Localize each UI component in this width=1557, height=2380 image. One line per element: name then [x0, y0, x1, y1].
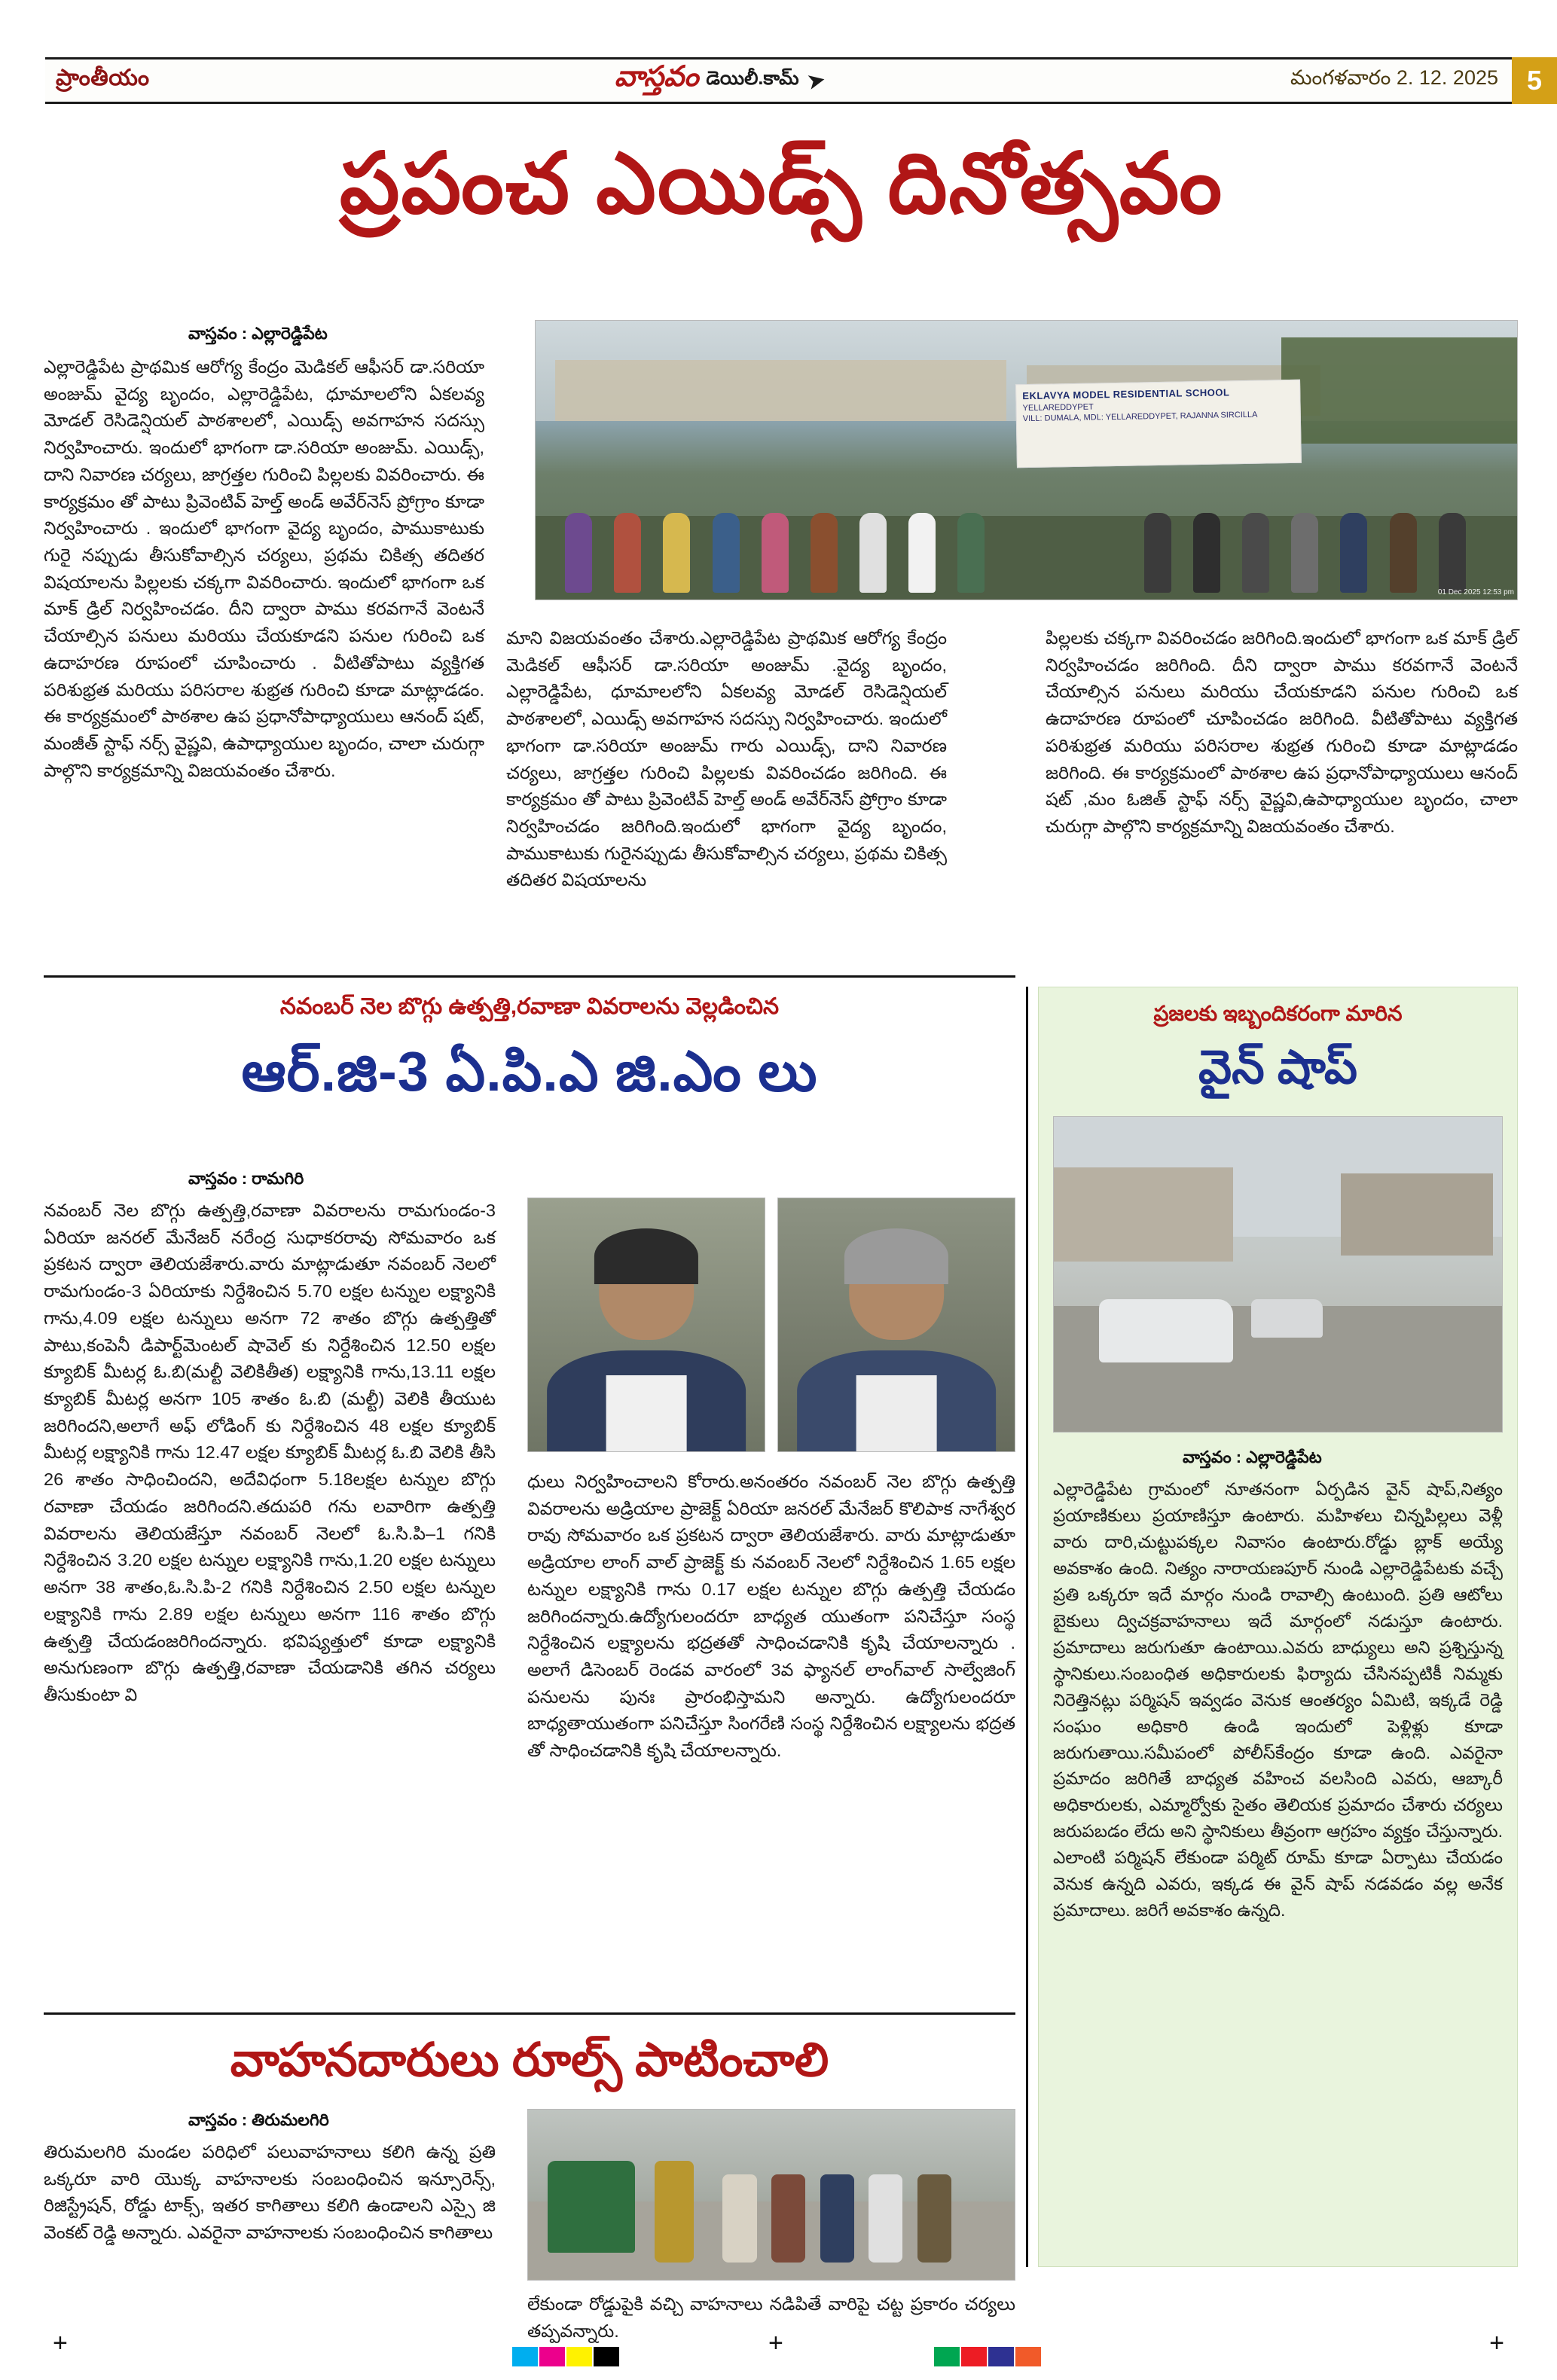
registration-mark-right: +: [1489, 2329, 1504, 2357]
registration-mark-left: +: [53, 2329, 68, 2357]
wine-shop-street-photo: [1053, 1116, 1503, 1433]
story4-column-1: తిరుమలగిరి మండల పరిధిలో పలువాహనాలు కలిగి ఉన్న ప్రతి ఒక్కరూ వారి యొక్క వాహనాలకు సంబంధించిన ఇన్సూరెన్స్, రిజిస్ట్రేషన్, రోడ్డు టాక్స్, ఇతర కాగితాలు కలిగి ఉండాలని ఎస్సై జి వెంకట్ రెడ్డి అన్నారు. ఎవరైనా వాహనాలకు సంబంధించిన కాగితాలు: [44, 2142, 496, 2243]
story2-column-1: నవంబర్ నెల బొగ్గు ఉత్పత్తి,రవాణా వివరాలను రామగుండం-3 ఏరియా జనరల్ మేనేజర్ నరేంద్ర సుధాకరరావు సోమవారం ఒక ప్రకటన ద్వారా తెలియజేశారు.వారు మాట్లాడుతూ నవంబర్ నెలలో రామగుండం-3 ఏరియాకు నిర్దేశించిన 5.70 లక్షల టన్నుల లక్ష్యానికి గాను,4.09 లక్షల టన్నులు అనగా 72 శాతం బొగ్గు ఉత్పత్తితో పాటు,కంపెనీ డిపార్ట్‌మెంటల్ షావెల్ కు నిర్దేశించిన 12.50 లక్షల క్యూబిక్ మీటర్ల ఓ.బి(మల్టీ వెలికితీత) లక్ష్యానికి గాను,13.11 లక్షల క్యూబిక్ మీటర్ల అనగా 105 శాతం ఓ.బి (మల్టీ) వెలికి తీయుట జరిగిందని,అలాగే అఫ్ లోడింగ్ కు నిర్దేశించిన 48 లక్షల క్యూబిక్ మీటర్ల లక్ష్యానికి గాను 12.47 లక్షల క్యూబిక్ మీటర్ల ఓ.బి వెలికి తీసి 26 శాతం సాధించిందని, అదేవిధంగా 5.18లక్షల టన్నుల బొగ్గు రవాణా చేయడం జరిగిందని.తదుపరి గను లవారిగా ఉత్పత్తి వివరాలను తెలియజేస్తూ నవంబర్ నెలలో ఓ.సి.పి–1 గనికి నిర్దేశించిన 3.20 లక్షల టన్నుల లక్ష్యానికి గాను,1.20 లక్షల టన్నులు అనగా 38 శాతం,ఓ.సి.పి-2 గనికి నిర్దేశించిన 2.50 లక్షల టన్నుల లక్ష్యానికి గాను 2.89 లక్షల టన్నులు అనగా 116 శాతం బొగ్గు ఉత్పత్తి చేయడంజరిగిందన్నారు. భవిష్యత్తులో కూడా లక్ష్యానికి అనుగుణంగా బొగ్గు ఉత్పత్తి,రవాణా చేయడానికి తగిన చర్యలు తీసుకుంటా వి: [44, 1201, 496, 1704]
story1-column-2: మాని విజయవంతం చేశారు.ఎల్లారెడ్డిపేట ప్రాథమిక ఆరోగ్య కేంద్రం మెడికల్ ఆఫీసర్ డా.సరియా అంజుమ్ .వైద్య బృందం, ఎల్లారెడ్డిపేట, ధూమాలలోని ఏకలవ్య మోడల్ రెసిడెన్షియల్ పాఠశాలలో, ఎయిడ్స్ అవగాహన సదస్సు నిర్వహించారు. ఇందులో భాగంగా డా.సరియా అంజుమ్ గారు ఎయిడ్స్, దాని నివారణ చర్యలు, జాగ్రత్తల గురించి పిల్లలకు వివరించడం జరిగింది. ఈ కార్యక్రమం తో పాటు ప్రివెంటివ్ హెల్త్ అండ్ అవేర్‌నెస్ ప్రోగ్రాం కూడా నిర్వహించడం జరిగింది.ఇందులో భాగంగా వైద్య బృందం, పాముకాటుకు గురైనప్పుడు తీసుకోవాల్సిన చర్యలు, ప్రథమ చికిత్స తదితర విషయాలను: [506, 628, 947, 890]
print-color-bar: [0, 2329, 1557, 2366]
story4-column-2: లేకుండా రోడ్డుపైకి వచ్చి వాహనాలు నడిపితే వారిపై చట్ట ప్రకారం చర్యలు తప్పవన్నారు.: [527, 2294, 1015, 2341]
story3-dateline: వాస్తవం : ఎల్లారెడ్డిపేట: [1183, 1448, 1322, 1466]
color-swatch-blue: [988, 2347, 1014, 2366]
portrait-gm-kolipaka-nageshwar-rao: [777, 1198, 1015, 1452]
banner-address: VILL: DUMALA, MDL: YELLAREDDYPET, RAJANNA SIRCILLA: [1023, 410, 1258, 424]
bird-icon: ➤: [804, 66, 828, 95]
section-label: ప్రాంతీయం: [56, 65, 150, 90]
brand-subtitle: డెయిలీ.కామ్: [706, 67, 799, 89]
story2-portraits: [527, 1198, 1015, 1452]
color-swatch-magenta: [539, 2347, 565, 2366]
color-swatch-red: [961, 2347, 987, 2366]
masthead: [45, 57, 1518, 104]
story1-column-1: ఎల్లారెడ్డిపేట ప్రాథమిక ఆరోగ్య కేంద్రం మెడికల్ ఆఫీసర్ డా.సరియా అంజుమ్ వైద్య బృందం, ఎల్లారెడ్డిపేట, ధూమాలలోని ఏకలవ్య మోడల్ రెసిడెన్షియల్ పాఠశాలలో, ఎయిడ్స్ అవగాహన సదస్సు నిర్వహించారు. ఇందులో భాగంగా డా.సరియా అంజుమ్. ఎయిడ్స్, దాని నివారణ చర్యలు, జాగ్రత్తల గురించి పిల్లలకు వివరించారు. ఈ కార్యక్రమం తో పాటు ప్రివెంటివ్ హెల్త్ అండ్ అవేర్‌నెస్ ప్రోగ్రాం కూడా నిర్వహించారు . ఇందులో భాగంగా వైద్య బృందం, పాముకాటుకు గురై నప్పుడు తీసుకోవాల్సిన చర్యలు, ప్రథమ చికిత్స తదితర విషయాలను పిల్లలకు చక్కగా వివరించారు. ఇందులో భాగంగా ఒక మాక్ డ్రిల్ నిర్వహించడం. దీని ద్వారా పాము కరవగానే వెంటనే చేయాల్సిన పనులు మరియు చేయకూడని పనుల గురించి ఒక ఉదాహరణ రూపంలో చూపించారు . వీటితోపాటు వ్యక్తిగత పరిశుభ్రత మరియు పరిసరాల శుభ్రత గురించి కూడా మాట్లాడడం. ఈ కార్యక్రమంలో పాఠశాల ఉప ప్రధానోపాధ్యాయులు ఆనంద్ షట్, మంజీత్ స్టాఫ్ నర్స్ వైష్ణవి, ఉపాధ్యాయుల బృందం, చాలా చురుగ్గా పాల్గొని కార్యక్రమాన్ని విజయవంతం చేశారు.: [44, 357, 484, 780]
brand-title: వాస్తవం: [614, 61, 699, 93]
color-swatch-green: [934, 2347, 960, 2366]
vertical-rule: [1026, 987, 1028, 2267]
page-title: ప్రపంచ ఎయిడ్స్ దినోత్సవం: [339, 136, 1224, 230]
story2-column-2: ధులు నిర్వహించాలని కోరారు.అనంతరం నవంబర్ నెల బొగ్గు ఉత్పత్తి వివరాలను అడ్రియాల ప్రాజెక్ట్ ఏరియా జనరల్ మేనేజర్ కొలిపాక నాగేశ్వర రావు సోమవారం ఒక ప్రకటన ద్వారా తెలియజేశారు. వారు మాట్లాడుతూ అడ్రియాల లాంగ్ వాల్ ప్రాజెక్ట్ కు నవంబర్ నెలలో నిర్దేశించిన 1.65 లక్షల టన్నుల లక్ష్యానికి గాను 0.17 లక్షల టన్నుల బొగ్గు ఉత్పత్తి చేయడం జరిగిందన్నారు.ఉద్యోగులందరూ బాధ్యత యుతంగా పనిచేస్తూ సంస్థ నిర్దేశించిన లక్ష్యాలను భద్రతతో సాధించడానికి కృషి చేయాలన్నారు . అలాగే డిసెంబర్ రెండవ వారంలో 3వ ఫ్యానల్ లాంగ్‌వాల్ సాల్వేజింగ్ పనులను పునః ప్రారంభిస్తామని అన్నారు. ఉద్యోగులందరూ బాధ్యతాయుతంగా పనిచేస్తూ సింగరేణి సంస్థ నిర్దేశించిన లక్ష్యాలను భద్రత తో సాధించడానికి కృషి చేయాలన్నారు.: [527, 1472, 1015, 1761]
story3-body: ఎల్లారెడ్డిపేట గ్రామంలో నూతనంగా ఏర్పడిన వైన్ షాప్,నిత్యం ప్రయాణికులు ప్రయాణిస్తూ ఉంటారు. మహిళలు చిన్నపిల్లలు వెళ్లీ వారు దారి,చుట్టుపక్కల నివాసం ఉంటారు.రోడ్డు బ్లాక్ అయ్యే అవకాశం ఉంది. నిత్యం నారాయణపూర్ నుండి ఎల్లారెడ్డిపేటకు వచ్చే ప్రతి ఒక్కరూ ఇదే మార్గం నుండి రావాల్సి ఉంటుంది. ప్రతి ఆటోలు బైకులు ద్విచక్రవాహనాలు ఇదే మార్గంలో నడుస్తూ ఉంటారు. ప్రమాదాలు జరుగుతూ ఉంటాయి.ఎవరు బాధ్యులు అని ప్రశ్నిస్తున్న స్థానికులు.సంబంధిత అధికారులకు ఫిర్యాదు చేసినప్పటికీ నిమ్మకు నిరెత్తినట్లు పర్మిషన్ ఇవ్వడం వెనుక ఆంతర్యం ఏమిటి, ఇక్కడే రెడ్డి సంఘం అధికారి ఉండి ఇందులో పెళ్లిళ్లు కూడా జరుగుతాయి.సమీపంలో పోలీస్‌కేంద్రం కూడా ఉంది. ఎవరైనా ప్రమాదం జరిగితే బాధ్యత వహించ వలసింది ఎవరు, ఆబ్కారీ అధికారులకు, ఎమ్మార్వోకు సైతం తెలియక ప్రమాదం చేశారు చర్యలు జరుపబడం లేదు అని స్థానికులు తీవ్రంగా ఆగ్రహం వ్యక్తం చేస్తున్నారు. ఎలాంటి పర్మిషన్ లేకుండా పర్మిట్ రూమ్ కూడా ఏర్పాటు చేయడం వెనుక ఉన్నది ఎవరు, ఇక్కడ ఈ వైన్ షాప్ నడవడం వల్ల అనేక ప్రమాదాలు. జరిగే అవకాశం ఉన్నది.: [1053, 1479, 1503, 1921]
brand-block: [150, 61, 1290, 100]
banner-subtitle: YELLAREDDYPET: [1022, 402, 1094, 413]
divider-rule-1: [44, 975, 1015, 978]
color-swatch-black: [594, 2347, 619, 2366]
event-banner: [1016, 380, 1302, 468]
portrait-gm-narendra-sudhakar-rao: [527, 1198, 765, 1452]
edition-date: మంగళవారం 2. 12. 2025: [1290, 66, 1498, 89]
color-swatch-cyan: [512, 2347, 538, 2366]
story1-column-3: పిల్లలకు చక్కగా వివరించడం జరిగింది.ఇందులో భాగంగా ఒక మాక్ డ్రిల్ నిర్వహించడం జరిగింది. దీని ద్వారా పాము కరవగానే వెంటనే చేయాల్సిన పనులు మరియు చేయకూడని పనుల గురించి ఒక ఉదాహరణ రూపంలో చూపించడం జరిగింది. వీటితోపాటు వ్యక్తిగత పరిశుభ్రత మరియు పరిసరాల శుభ్రత గురించి కూడా మాట్లాడడం జరిగింది. ఈ కార్యక్రమంలో పాఠశాల ఉప ప్రధానోపాధ్యాయులు ఆనంద్ షట్ ,మం ఓజిత్ స్టాఫ్ నర్స్ వైష్ణవి,ఉపాధ్యాయుల బృందం, చాలా చురుగ్గా పాల్గొని కార్యక్రమాన్ని విజయవంతం చేశారు.: [1046, 628, 1518, 837]
story4-headline: వాహనదారులు రూల్స్ పాటించాలి: [230, 2034, 829, 2086]
aids-awareness-group-photo: [535, 320, 1518, 600]
story3-headline: వైన్ షాప్: [1198, 1042, 1357, 1094]
color-swatch-yellow: [566, 2347, 592, 2366]
page-number-badge: 5: [1512, 57, 1557, 104]
photo-timestamp: 01 Dec 2025 12:53 pm: [1437, 588, 1514, 597]
traffic-check-photo: [527, 2109, 1015, 2281]
story1-dateline: వాస్తవం : ఎల్లారెడ్డిపేట: [188, 324, 328, 343]
story3-kicker: ప్రజలకు ఇబ్బందికరంగా మారిన: [1153, 1002, 1403, 1025]
color-swatch-orange: [1015, 2347, 1041, 2366]
story2-kicker: నవంబర్ నెల బొగ్గు ఉత్పత్తి,రవాణా వివరాలను వెల్లడించిన: [279, 994, 780, 1019]
story2-dateline: వాస్తవం : రామగిరి: [188, 1169, 304, 1188]
banner-title: EKLAVYA MODEL RESIDENTIAL SCHOOL: [1022, 386, 1230, 402]
divider-rule-2: [44, 2012, 1015, 2015]
story4-dateline: వాస్తవం : తిరుమలగిరి: [188, 2110, 329, 2129]
story2-headline: ఆర్.జి-3 ఏ.పి.ఎ జి.ఎం లు: [241, 1040, 818, 1103]
registration-mark-center: +: [768, 2329, 783, 2357]
